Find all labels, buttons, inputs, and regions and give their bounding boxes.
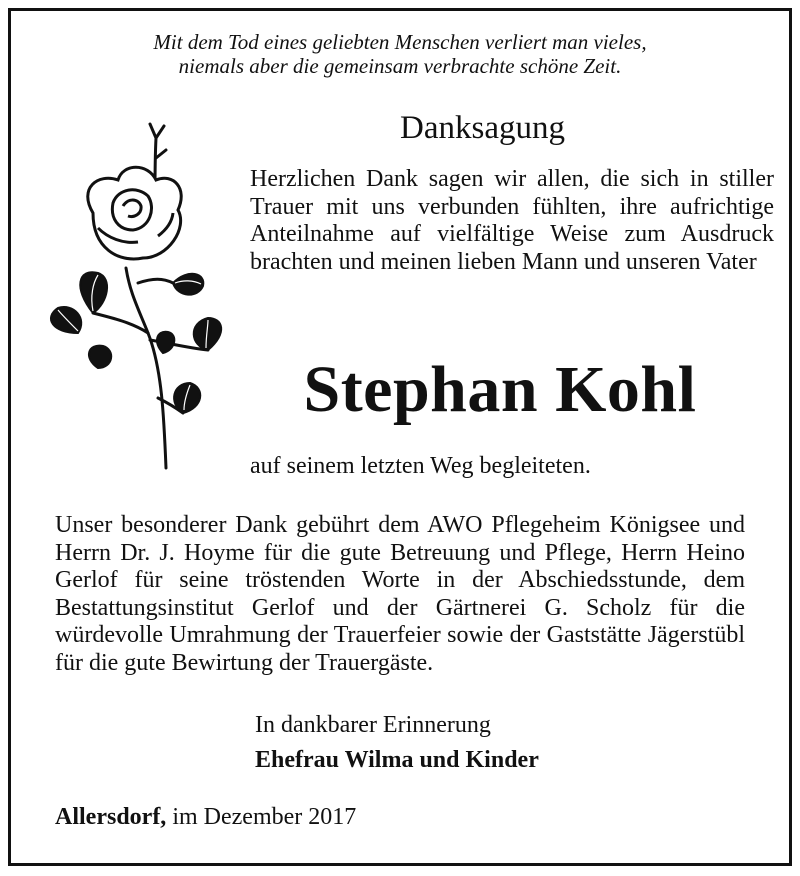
motto-line-1: Mit dem Tod eines geliebten Menschen verliert man vieles, (153, 30, 647, 54)
signers-line: Ehefrau Wilma und Kinder (255, 747, 539, 773)
closing-line: In dankbarer Erinnerung (255, 712, 491, 738)
place-name: Allersdorf, (55, 804, 167, 830)
intro-paragraph: Herzlichen Dank sagen wir allen, die sich in stiller Trauer mit uns verbunden fühlten, ihre aufrichtige Anteilnahme auf vielfältige Weise zum Ausdruck brachten und meinen lieben Mann und unseren Vater (250, 166, 774, 275)
after-name-line: auf seinem letzten Weg begleiteten. (250, 453, 591, 479)
thanks-paragraph: Unser besonderer Dank gebührt dem AWO Pflegeheim Königsee und Herrn Dr. J. Hoyme für die gute Betreuung und Pflege, Herrn Heino Gerlof für seine tröstenden Worte in der Abschiedsstunde, dem Bestattungsinstitut Gerlof und der Gärtnerei G. Scholz für die würdevolle Umrahmung der Trauerfeier sowie der Gaststätte Jägerstübl für die gute Bewirtung der Trauergäste. (55, 512, 745, 676)
motto-line-2: niemals aber die gemeinsam verbrachte schöne Zeit. (178, 54, 622, 78)
place-date-line (55, 802, 356, 832)
motto-quote (0, 30, 800, 78)
date-text: im Dezember 2017 (172, 804, 357, 830)
deceased-name: Stephan Kohl (303, 353, 697, 426)
notice-title: Danksagung (400, 110, 565, 146)
